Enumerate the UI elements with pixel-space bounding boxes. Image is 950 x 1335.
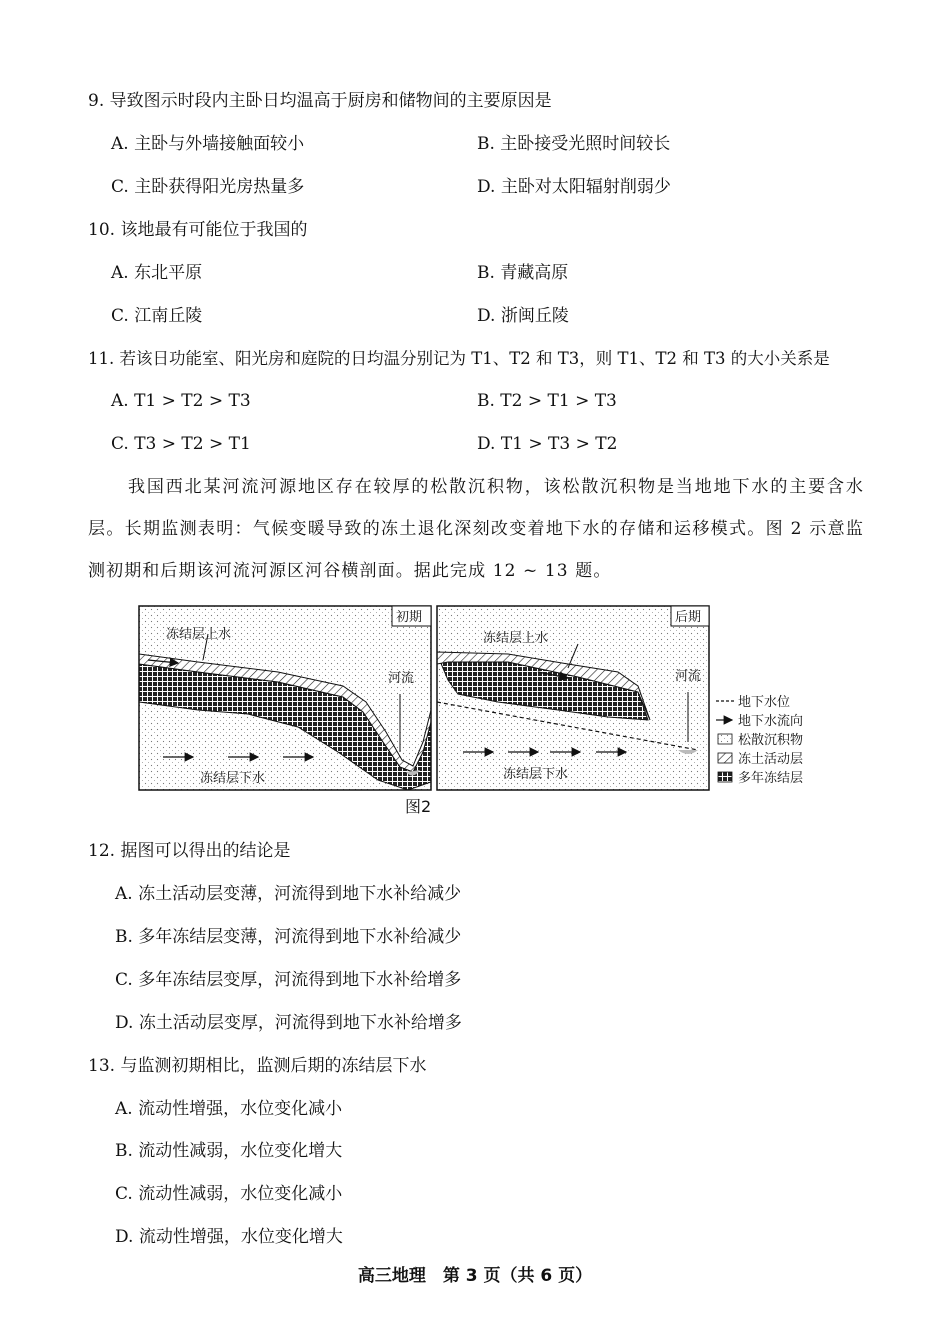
- legend-water-table: 地下水位: [738, 695, 791, 710]
- q10-option-d: D. 浙闽丘陵: [477, 306, 569, 326]
- q10-option-b: B. 青藏高原: [477, 263, 569, 283]
- legend: [716, 694, 803, 786]
- label-river-late: 河流: [675, 669, 702, 684]
- q13-option-a: A. 流动性增强，水位变化减小: [115, 1099, 343, 1119]
- q12-option-b: B. 多年冻结层变薄，河流得到地下水补给减少: [115, 927, 462, 947]
- q13-stem: 13. 与监测初期相比，监测后期的冻结层下水: [88, 1056, 427, 1076]
- q10-option-c: C. 江南丘陵: [111, 306, 203, 326]
- q12-option-d: D. 冻土活动层变厚，河流得到地下水补给增多: [115, 1013, 462, 1033]
- q9-option-d: D. 主卧对太阳辐射削弱少: [477, 177, 671, 197]
- label-sub-late: 冻结层下水: [503, 767, 569, 782]
- q12-option-c: C. 多年冻结层变厚，河流得到地下水补给增多: [115, 970, 462, 990]
- legend-sediment: 松散沉积物: [738, 733, 804, 748]
- q9-stem: 9. 导致图示时段内主卧日均温高于厨房和储物间的主要原因是: [88, 91, 552, 111]
- label-supra-late: 冻结层上水: [483, 631, 549, 646]
- legend-flow: 地下水流向: [738, 714, 804, 729]
- figure-2-diagram: [138, 602, 818, 792]
- q9-option-c: C. 主卧获得阳光房热量多: [111, 177, 305, 197]
- q10-stem: 10. 该地最有可能位于我国的: [88, 220, 308, 240]
- q11-option-b: B. T2 > T1 > T3: [477, 391, 617, 411]
- q12-stem: 12. 据图可以得出的结论是: [88, 841, 291, 861]
- q11-stem: 11. 若该日功能室、阳光房和庭院的日均温分别记为 T1、T2 和 T3，则 T1、T2 和 T3 的大小关系是: [88, 349, 830, 368]
- q13-option-b: B. 流动性减弱，水位变化增大: [115, 1141, 343, 1161]
- panel-title-late: 后期: [675, 610, 702, 625]
- label-river-early: 河流: [388, 671, 415, 686]
- label-supra-early: 冻结层上水: [166, 627, 232, 642]
- passage: 我国西北某河流河源地区存在较厚的松散沉积物，该松散沉积物是当地地下水的主要含水层。长期监测表明：气候变暖导致的冻土退化深刻改变着地下水的存储和运移模式。图 2 示意监测初期和后期该河流河源区河谷横剖面。据此完成 12 ~ 13 题。: [88, 477, 864, 581]
- figure-caption: 图2: [405, 797, 432, 816]
- q13-option-c: C. 流动性减弱，水位变化减小: [115, 1184, 343, 1204]
- panel-title-early: 初期: [396, 610, 423, 625]
- panel-late: [437, 606, 709, 790]
- q9-option-a: A. 主卧与外墙接触面较小: [111, 134, 305, 154]
- q12-option-a: A. 冻土活动层变薄，河流得到地下水补给减少: [115, 884, 462, 904]
- q10-option-a: A. 东北平原: [111, 263, 203, 283]
- label-sub-early: 冻结层下水: [200, 771, 266, 786]
- q11-option-d: D. T1 > T3 > T2: [477, 434, 618, 454]
- legend-active: 冻土活动层: [738, 752, 804, 767]
- q11-option-c: C. T3 > T2 > T1: [111, 434, 251, 454]
- q11-option-a: A. T1 > T2 > T3: [111, 391, 251, 411]
- q9-option-b: B. 主卧接受光照时间较长: [477, 134, 671, 154]
- legend-permafrost: 多年冻结层: [738, 771, 804, 786]
- page-footer: 高三地理 第 3 页（共 6 页）: [357, 1266, 593, 1286]
- q13-option-d: D. 流动性增强，水位变化增大: [115, 1227, 343, 1247]
